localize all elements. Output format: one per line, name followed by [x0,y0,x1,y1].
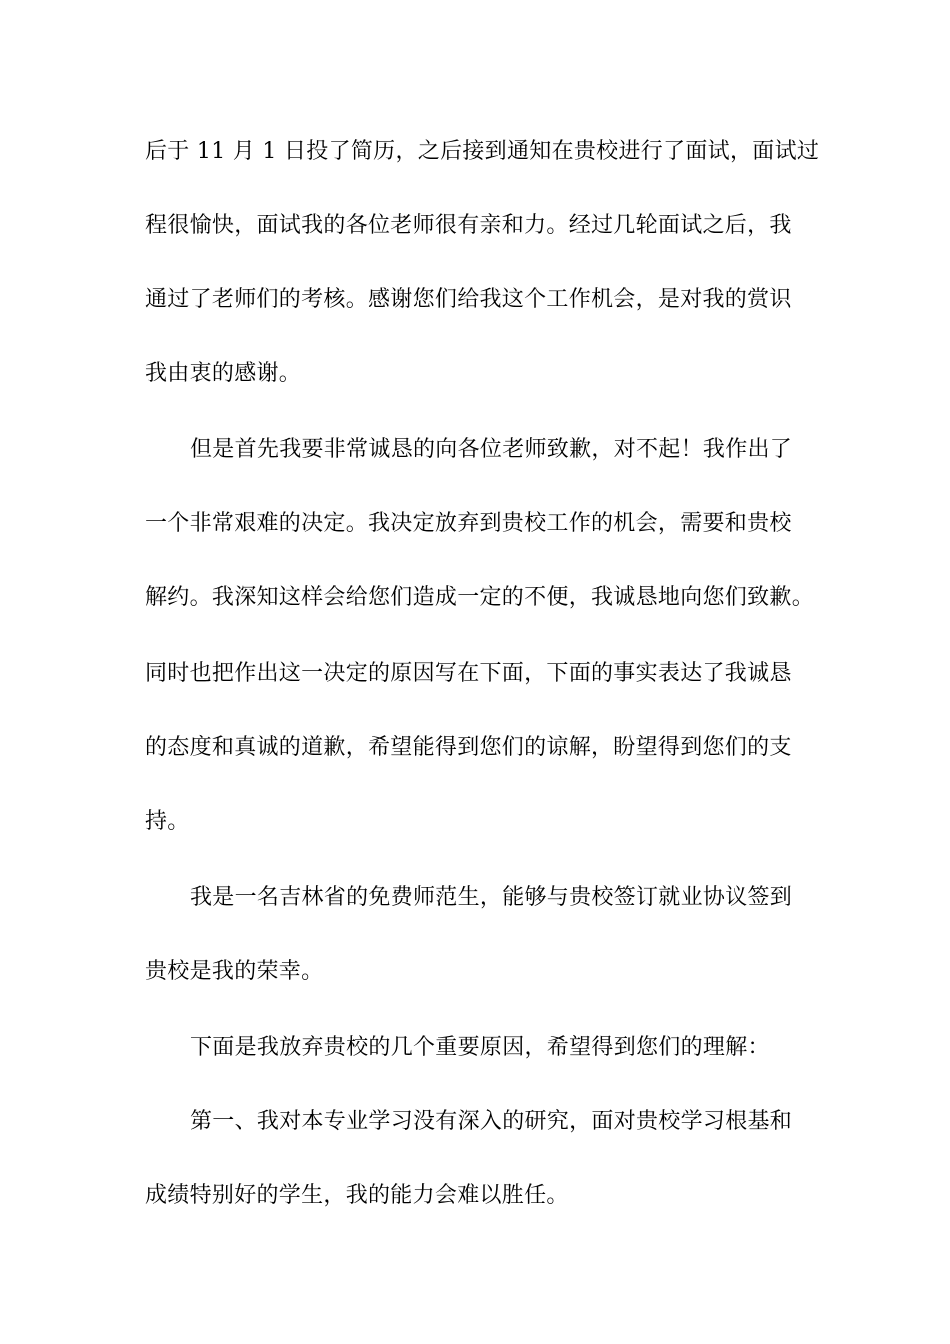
text-line: 一个非常艰难的决定。我决定放弃到贵校工作的机会，需要和贵校 [145,511,792,536]
paragraph-first-line: 但是首先我要非常诚恳的向各位老师致歉，对不起！我作出了 [190,437,793,462]
text-line: 后于 11 月 1 日投了简历，之后接到通知在贵校进行了面试，面试过 [145,139,820,164]
text-line: 同时也把作出这一决定的原因写在下面，下面的事实表达了我诚恳 [145,661,792,686]
text-line: 解约。我深知这样会给您们造成一定的不便，我诚恳地向您们致歉。 [145,585,815,610]
text-line: 通过了老师们的考核。感谢您们给我这个工作机会，是对我的赏识 [145,287,792,312]
paragraph-first-line: 第一、我对本专业学习没有深入的研究，面对贵校学习根基和 [190,1109,793,1134]
text-line: 程很愉快，面试我的各位老师很有亲和力。经过几轮面试之后，我 [145,213,792,238]
paragraph-first-line: 我是一名吉林省的免费师范生，能够与贵校签订就业协议签到 [190,885,793,910]
text-line: 我由衷的感谢。 [145,361,302,386]
paragraph-first-line: 下面是我放弃贵校的几个重要原因，希望得到您们的理解： [190,1035,770,1060]
text-line: 贵校是我的荣幸。 [145,959,324,984]
text-line: 持。 [145,809,190,834]
text-line: 的态度和真诚的道歉，希望能得到您们的谅解，盼望得到您们的支 [145,735,792,760]
text-line: 成绩特别好的学生，我的能力会难以胜任。 [145,1183,569,1208]
